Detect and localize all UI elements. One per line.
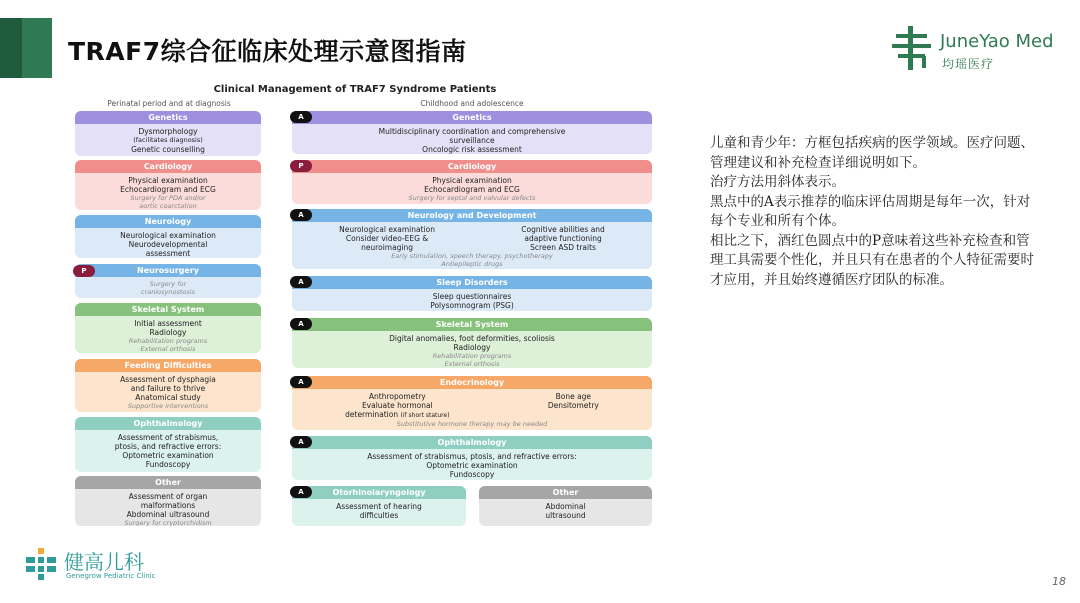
box-italic-line: Surgery for cryptorchidism <box>124 519 212 526</box>
box-title: Skeletal System <box>75 303 261 316</box>
genegrow-name-cn: 健高儿科 <box>64 550 144 574</box>
box-title: Cardiology <box>75 160 261 173</box>
box-title: Sleep Disorders <box>292 276 652 289</box>
personalized-marker: P <box>290 160 312 172</box>
explanation-paragraph: 儿童和青少年：方框包括疾病的医学领域。医疗问题、管理建议和补充检查详细说明如下。 <box>710 135 1034 171</box>
box-line: ptosis, and refractive errors: <box>114 442 222 451</box>
box-line: Digital anomalies, foot deformities, scoliosis <box>389 334 555 343</box>
box-italic-line: External orthosis <box>444 360 500 368</box>
box-title: Neurology and Development <box>292 209 652 222</box>
box-line: assessment <box>145 249 191 258</box>
box-line: Optometric examination <box>426 461 518 470</box>
left-skeletal-box <box>75 303 261 353</box>
left-cardiology-box <box>75 160 261 210</box>
box-title: Ophthalmology <box>292 436 652 449</box>
right-other-box <box>479 486 652 526</box>
explanation-paragraph: 黑点中的A表示推荐的临床评估周期是每年一次，针对每个专业和所有个体。 <box>710 193 1031 229</box>
box-line: Assessment of strabismus, <box>117 433 219 442</box>
box-line: Initial assessment <box>134 319 202 328</box>
box-line: Sleep questionnaires <box>432 292 512 301</box>
box-line: Abdominal <box>545 502 586 511</box>
accent-bar-light <box>22 18 52 78</box>
box-line: Dysmorphology <box>138 127 198 136</box>
right-endocrinology-box <box>292 376 652 430</box>
explanation-text <box>710 134 1040 290</box>
annual-marker: A <box>290 376 312 388</box>
box-line: determination <box>345 410 399 419</box>
box-line: Echocardiogram and ECG <box>424 185 520 194</box>
juneyao-logo <box>892 26 1062 74</box>
box-line: Genetic counselling <box>131 145 205 154</box>
box-italic-line: Surgery for PDA and/or <box>130 194 206 202</box>
box-line: malformations <box>140 501 196 510</box>
left-other-box <box>75 476 261 526</box>
juneyao-logo-icon <box>892 26 934 70</box>
personalized-marker: P <box>73 265 95 277</box>
box-line: Echocardiogram and ECG <box>120 185 216 194</box>
annual-marker: A <box>290 209 312 221</box>
page-number: 18 <box>1052 575 1066 588</box>
right-otorhinolaryngology-box <box>292 486 466 526</box>
box-line: Neurological examination <box>120 231 216 240</box>
box-line: Oncologic risk assessment <box>422 145 522 154</box>
box-line: Multidisciplinary coordination and comprehensive <box>378 127 566 136</box>
box-italic-line: Supportive interventions <box>127 402 209 410</box>
box-line: Assessment of dysphagia <box>120 375 216 384</box>
genegrow-name-en: Genegrow Pediatric Clinic <box>66 572 156 580</box>
box-italic-line: Rehabilitation programs <box>432 352 512 360</box>
figure-title: Clinical Management of TRAF7 Syndrome Patients <box>213 84 497 95</box>
box-line: Anatomical study <box>135 393 201 402</box>
box-italic-line: Early stimulation, speech therapy, psychotherapy <box>391 252 553 260</box>
box-title: Skeletal System <box>292 318 652 331</box>
box-line: Consider video-EEG & <box>345 234 429 243</box>
box-line: ultrasound <box>545 511 586 520</box>
box-italic-line: craniosynostosis <box>141 288 195 296</box>
box-title: Other <box>75 476 261 489</box>
box-line: neuroimaging <box>361 243 414 252</box>
left-ophthalmology-box <box>75 417 261 472</box>
box-line: Assessment of organ <box>128 492 208 501</box>
right-cardiology-box <box>292 160 652 204</box>
box-line: Physical examination <box>432 176 512 185</box>
annual-marker: A <box>290 318 312 330</box>
genegrow-logo-icon <box>26 548 56 580</box>
accent-bar-dark <box>0 18 22 78</box>
box-italic-line: Substitutive hormone therapy may be needed <box>396 420 548 428</box>
box-title: Neurology <box>75 215 261 228</box>
box-line: Anthropometry <box>368 392 426 401</box>
box-line: difficulties <box>359 511 399 520</box>
box-line: Fundoscopy <box>145 460 191 469</box>
box-line: Screen ASD traits <box>530 243 596 252</box>
explanation-paragraph: 治疗方法用斜体表示。 <box>710 174 845 190</box>
genegrow-logo <box>26 546 186 586</box>
box-italic-line: Antiepileptic drugs <box>441 260 503 268</box>
box-line: Evaluate hormonal <box>361 401 433 410</box>
box-title: Other <box>479 486 652 499</box>
box-title: Endocrinology <box>292 376 652 389</box>
box-title: Feeding Difficulties <box>75 359 261 372</box>
box-line: Radiology <box>149 328 187 337</box>
box-note: (if short stature) <box>400 412 450 419</box>
box-line: Abdominal ultrasound <box>126 510 210 519</box>
slide-title: TRAF7综合征临床处理示意图指南 <box>68 37 467 66</box>
right-skeletal-box <box>292 318 652 368</box>
right-column-heading: Childhood and adolescence <box>420 99 524 108</box>
box-italic-line: aortic coarctation <box>139 202 197 210</box>
box-line: Fundoscopy <box>449 470 495 479</box>
box-line: Assessment of hearing <box>336 502 422 511</box>
box-line: Radiology <box>453 343 491 352</box>
box-line: adaptive functioning <box>524 234 602 243</box>
box-line: Neurological examination <box>339 225 435 234</box>
box-line: Neurodevelopmental <box>128 240 208 249</box>
box-line: Polysomnogram (PSG) <box>430 301 514 310</box>
right-neurodev-box <box>292 209 652 269</box>
annual-marker: A <box>290 111 312 123</box>
right-ophthalmology-box <box>292 436 652 480</box>
box-italic-line: Surgery for septal and valvular defects <box>408 194 536 202</box>
left-genetics-box <box>75 111 261 156</box>
box-title: Cardiology <box>292 160 652 173</box>
box-italic-line: Rehabilitation programs <box>128 337 208 345</box>
box-title: Ophthalmology <box>75 417 261 430</box>
explanation-paragraph: 相比之下，酒红色圆点中的P意味着这些补充检查和管理工具需要个性化，并且只有在患者的个人特征需要时才应用，并且始终遵循医疗团队的标准。 <box>710 232 1034 288</box>
right-sleep-box <box>292 276 652 311</box>
box-line: (facilitates diagnosis) <box>133 136 203 144</box>
juneyao-name-cn: 均瑶医疗 <box>942 57 995 71</box>
box-line: Cognitive abilities and <box>521 225 605 234</box>
juneyao-name-en: JuneYao Med <box>940 31 1054 52</box>
right-genetics-box <box>292 111 652 154</box>
left-column-heading: Perinatal period and at diagnosis <box>107 99 231 108</box>
box-italic-line: Surgery for <box>149 280 187 288</box>
box-line: Physical examination <box>128 176 208 185</box>
left-neurosurgery-box <box>75 264 261 298</box>
annual-marker: A <box>290 276 312 288</box>
box-title: Genetics <box>75 111 261 124</box>
box-title: Neurosurgery <box>75 264 261 277</box>
left-neurology-box <box>75 215 261 258</box>
box-title: Otorhinolaryngology <box>292 486 466 499</box>
box-title: Genetics <box>292 111 652 124</box>
box-line: Densitometry <box>547 401 599 410</box>
box-line: and failure to thrive <box>130 384 206 393</box>
box-line: Bone age <box>555 392 592 401</box>
box-line: Optometric examination <box>122 451 214 460</box>
box-line: surveillance <box>449 136 495 145</box>
annual-marker: A <box>290 436 312 448</box>
left-feeding-box <box>75 359 261 412</box>
box-italic-line: External orthosis <box>140 345 196 353</box>
annual-marker: A <box>290 486 312 498</box>
box-line: Assessment of strabismus, ptosis, and refractive errors: <box>367 452 577 461</box>
